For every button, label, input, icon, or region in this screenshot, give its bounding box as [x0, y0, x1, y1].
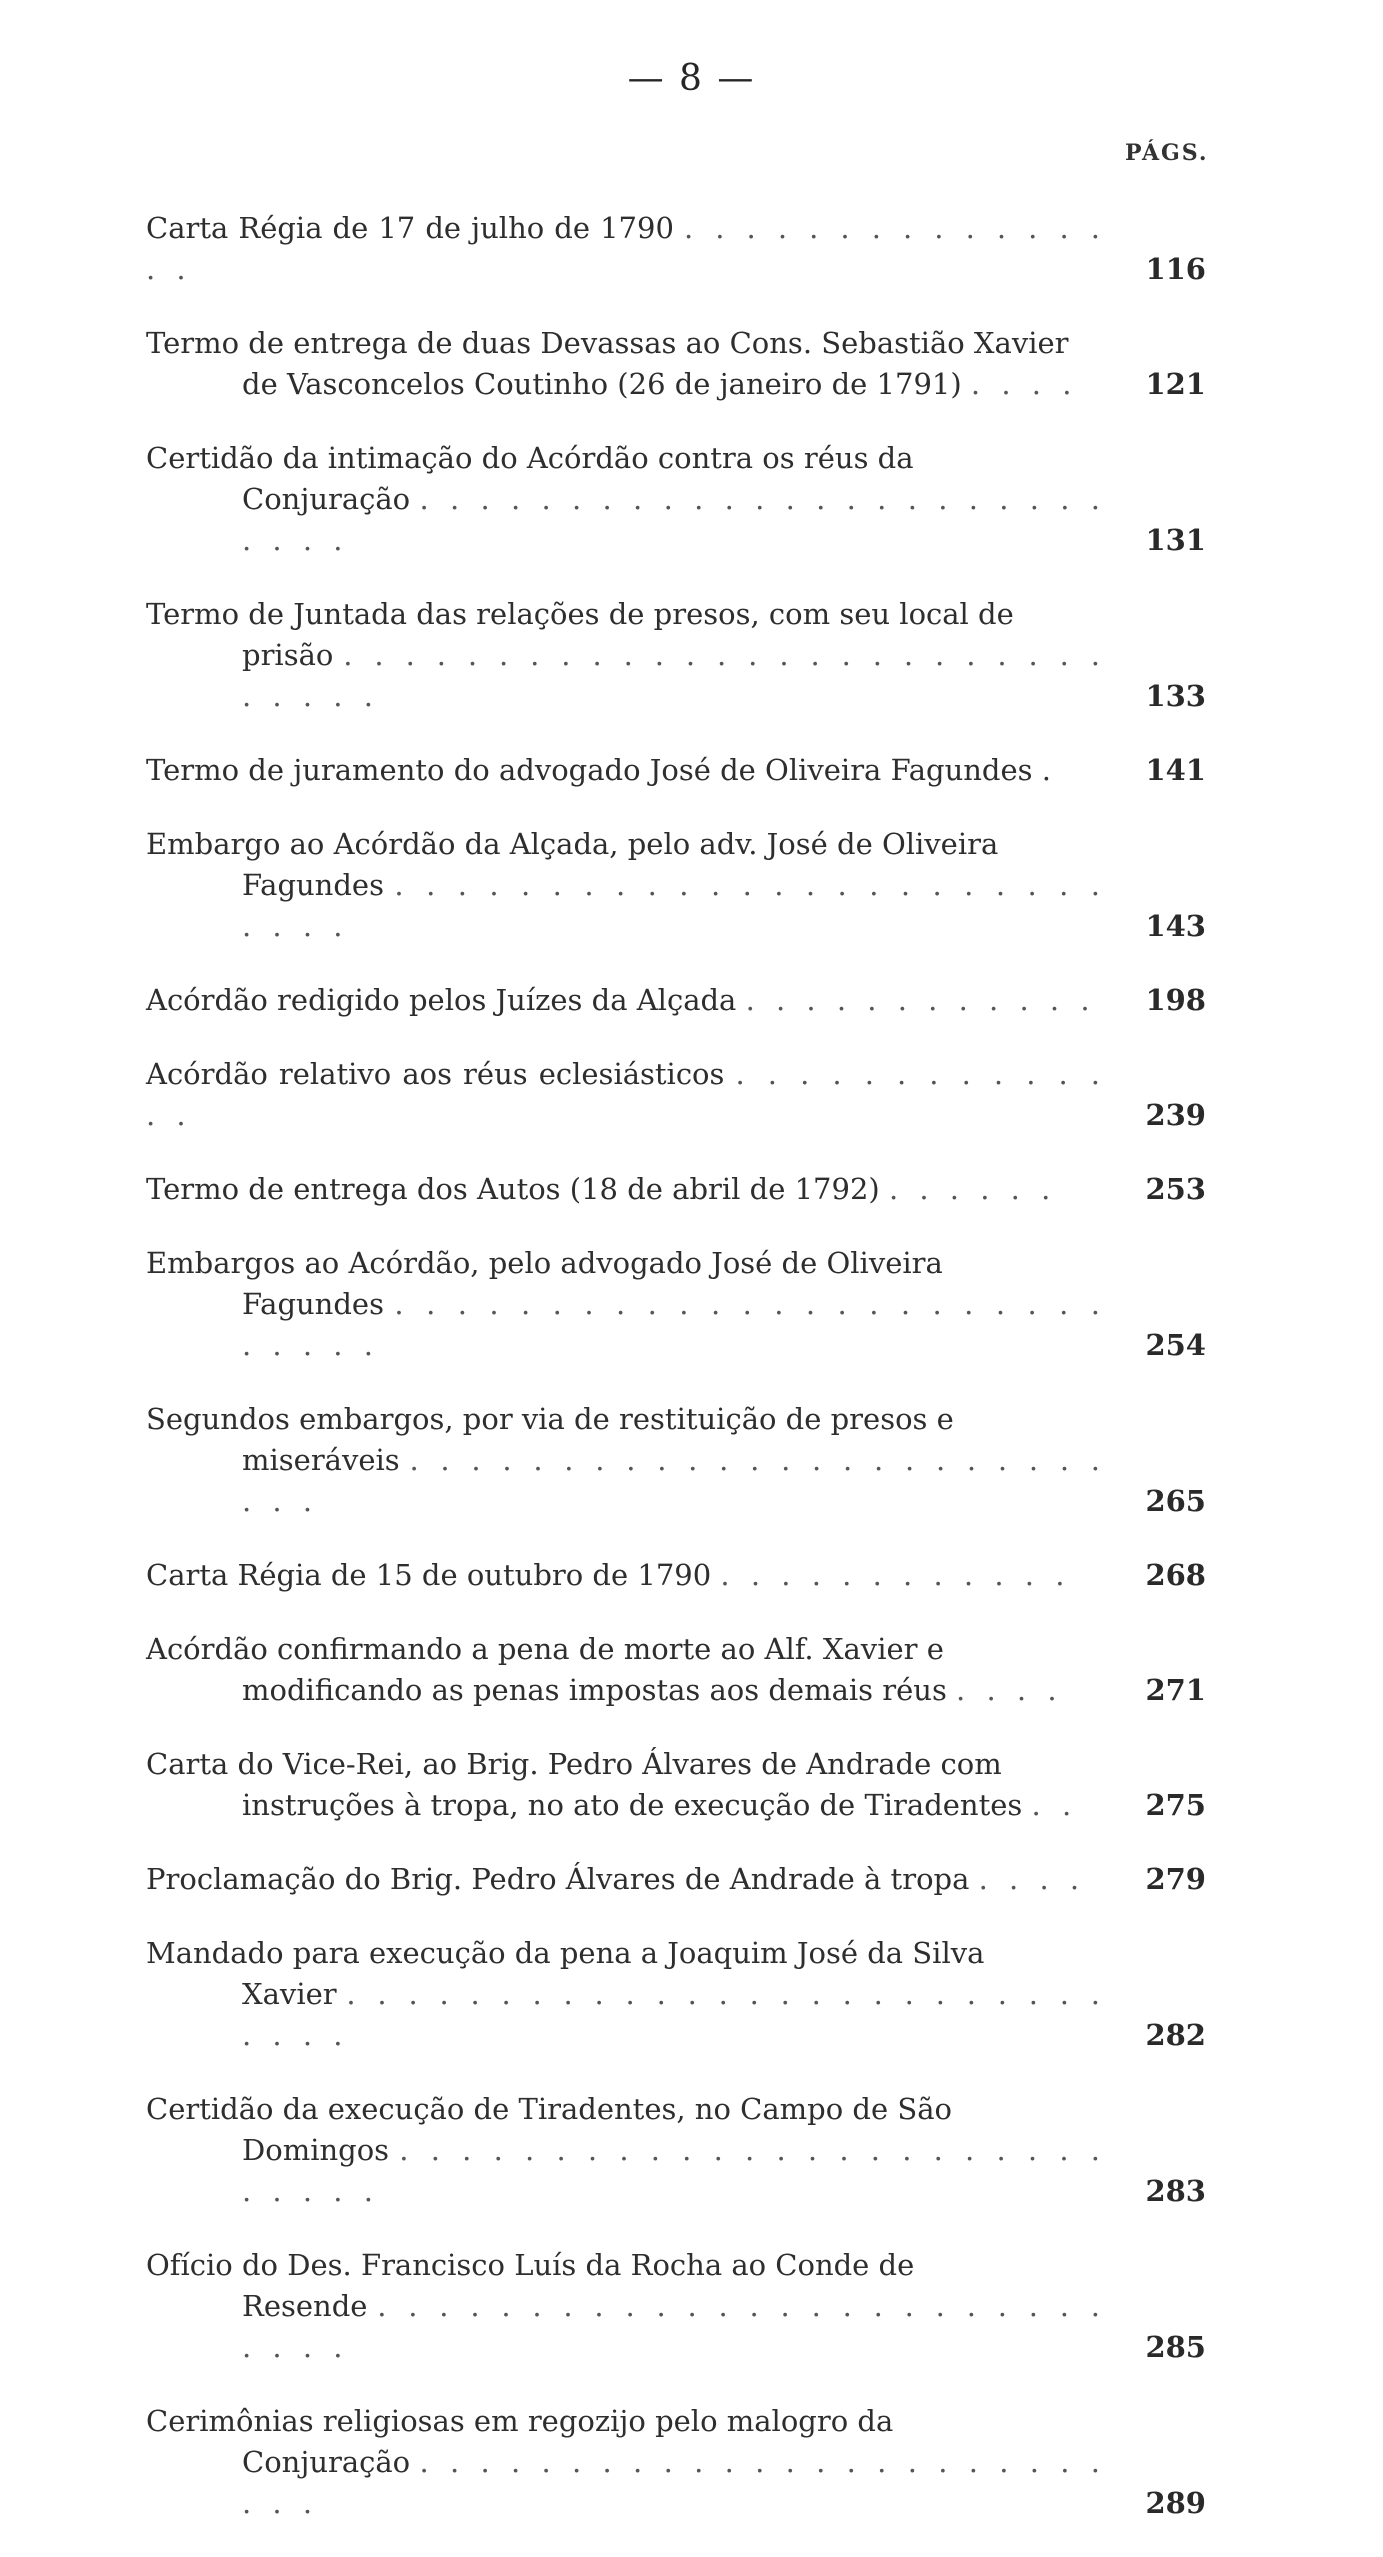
toc-entry-page: 121: [1145, 367, 1206, 401]
toc-entry: [146, 323, 1226, 405]
toc-entry-line-continued: Resende: [242, 2289, 368, 2323]
toc-entry-line: Termo de juramento do advogado José de Oliveira Fagundes .: [146, 753, 1051, 787]
pages-column-label: PÁGS.: [1125, 140, 1209, 166]
toc-entry-title: [146, 1744, 1106, 1826]
toc-entry-line: Carta Régia de 15 de outubro de 1790: [146, 1558, 712, 1592]
toc-entry-title: [146, 1859, 1106, 1900]
dot-leader: . . . . . .: [888, 1172, 1057, 1206]
toc-entry-page: 116: [1145, 252, 1206, 286]
toc-entry-title: [146, 323, 1106, 405]
toc-entry-title: [146, 1933, 1106, 2056]
toc-entry-page: 275: [1145, 1788, 1206, 1822]
toc-entry-line: Proclamação do Brig. Pedro Álvares de Andrade à tropa: [146, 1862, 970, 1896]
dot-leader: . . . .: [970, 367, 1078, 401]
toc-entry: [146, 2245, 1226, 2368]
toc-entry-line: Ofício do Des. Francisco Luís da Rocha ao Conde de: [146, 2248, 915, 2282]
toc-entry-line-continued: Conjuração: [242, 2445, 411, 2479]
toc-entry-line-continued: miseráveis: [242, 1443, 400, 1477]
toc-entry: [146, 2089, 1226, 2212]
toc-entry-line-continued: Conjuração: [242, 482, 411, 516]
toc-entry-line: Certidão da execução de Tiradentes, no Campo de São: [146, 2092, 952, 2126]
toc-entry: [146, 1399, 1226, 1522]
dot-leader: . . . . . . . . . . . . . . . . . . . . . . . . . . .: [242, 482, 1107, 557]
toc-entry-title: [146, 2089, 1106, 2212]
toc-entry: [146, 750, 1226, 791]
toc-entry-line: Certidão da intimação do Acórdão contra os réus da: [146, 441, 914, 475]
toc-entry-line: Acórdão relativo aos réus eclesiásticos: [146, 1057, 725, 1091]
toc-entry-title: [146, 2245, 1106, 2368]
toc-entry-title: [146, 438, 1106, 561]
toc-entry-line-continued: prisão: [242, 638, 334, 672]
toc-entry-title: [146, 208, 1106, 290]
toc-entry-title: [146, 1243, 1106, 1366]
toc-entry: [146, 1859, 1226, 1900]
toc-entry-title: [146, 750, 1106, 791]
dot-leader: . .: [1031, 1788, 1078, 1822]
toc-entry: [146, 1243, 1226, 1366]
toc-entry-title: [146, 1169, 1106, 1210]
dot-leader: . . . . . . . . . . . . . . . . . . . . . . . . . .: [242, 2445, 1107, 2520]
toc-entry: [146, 594, 1226, 717]
page-number: — 8 —: [627, 58, 756, 99]
toc-entry: [146, 1555, 1226, 1596]
toc-entry-page: 143: [1145, 909, 1206, 943]
toc-entry: [146, 1744, 1226, 1826]
toc-entry-page: 131: [1145, 523, 1206, 557]
toc-entry-line: Cerimônias religiosas em regozijo pelo malogro da: [146, 2404, 894, 2438]
toc-entry-title: [146, 1555, 1106, 1596]
toc-entry-page: 282: [1145, 2018, 1206, 2052]
toc-entry: [146, 2401, 1226, 2524]
toc-entry: [146, 1629, 1226, 1711]
toc-entry-line-continued: Domingos: [242, 2133, 390, 2167]
dot-leader: . . . . . . . . . . . .: [745, 983, 1096, 1017]
toc-entry-line: Termo de entrega de duas Devassas ao Cons. Sebastião Xavier: [146, 326, 1069, 360]
toc-entry-page: 265: [1145, 1484, 1206, 1518]
toc-entry-line-continued: de Vasconcelos Coutinho (26 de janeiro de 1791): [242, 367, 962, 401]
toc-entry-line-continued: Fagundes: [242, 1287, 384, 1321]
toc-entry: [146, 1054, 1226, 1136]
toc-entry-title: [146, 1629, 1106, 1711]
toc-entry: [146, 824, 1226, 947]
dot-leader: . . . . . . . . . . . . . . . . . . . . . . . . . . . .: [242, 2133, 1106, 2208]
toc-entry-line: Carta do Vice-Rei, ao Brig. Pedro Álvares de Andrade com: [146, 1747, 1002, 1781]
toc-entry-line-continued: Fagundes: [242, 868, 384, 902]
toc-entry-page: 198: [1145, 983, 1206, 1017]
toc-entry-page: 271: [1145, 1673, 1206, 1707]
toc-entry-title: [146, 2401, 1106, 2524]
toc-entry-page: 279: [1145, 1862, 1206, 1896]
toc-entry-title: [146, 980, 1106, 1021]
dot-leader: . . . . . . . . . . . . . . . . . . . . . . . . . .: [242, 1443, 1107, 1518]
dot-leader: . . . . . . . . . . . . . . . . . . . . . . . . . . . .: [242, 1287, 1106, 1362]
dot-leader: . . . . . . . . . . . .: [720, 1558, 1071, 1592]
toc-entry: [146, 438, 1226, 561]
toc-entry-title: [146, 824, 1106, 947]
toc-entry-page: 133: [1145, 679, 1206, 713]
toc-entry-page: 268: [1145, 1558, 1206, 1592]
toc-entry-line: Embargo ao Acórdão da Alçada, pelo adv. José de Oliveira: [146, 827, 999, 861]
toc-entry-page: 141: [1145, 753, 1206, 787]
toc-entry-line: Mandado para execução da pena a Joaquim José da Silva: [146, 1936, 985, 1970]
table-of-contents: [146, 208, 1226, 2557]
toc-entry-title: [146, 1054, 1106, 1136]
dot-leader: . . . . . . . . . . . . . . . . . . . . . . . . . . .: [242, 868, 1106, 943]
toc-entry-line-continued: instruções à tropa, no ato de execução de Tiradentes: [242, 1788, 1023, 1822]
toc-entry-line: Acórdão redigido pelos Juízes da Alçada: [146, 983, 737, 1017]
dot-leader: . . . . . . . . . . . . . . . .: [146, 211, 1106, 286]
toc-entry-page: 289: [1145, 2486, 1206, 2520]
dot-leader: . . . . . . . . . . . . . . . . . . . . . . . . . . . .: [242, 2289, 1107, 2364]
dot-leader: . . . .: [956, 1673, 1063, 1707]
dot-leader: . . . .: [978, 1862, 1086, 1896]
toc-entry-line: Termo de entrega dos Autos (18 de abril de 1792): [146, 1172, 880, 1206]
toc-entry: [146, 1933, 1226, 2056]
toc-entry-title: [146, 594, 1106, 717]
toc-entry: [146, 1169, 1226, 1210]
toc-entry-title: [146, 1399, 1106, 1522]
toc-entry-line-continued: Xavier: [242, 1977, 337, 2011]
toc-entry: [146, 980, 1226, 1021]
toc-entry-line: Acórdão confirmando a pena de morte ao Alf. Xavier e: [146, 1632, 944, 1666]
dot-leader: . . . . . . . . . . . . . .: [146, 1057, 1107, 1132]
toc-entry-line: Embargos ao Acórdão, pelo advogado José de Oliveira: [146, 1246, 943, 1280]
toc-entry-page: 253: [1145, 1172, 1206, 1206]
toc-entry-page: 285: [1145, 2330, 1206, 2364]
toc-entry-line-continued: modificando as penas impostas aos demais réus: [242, 1673, 947, 1707]
toc-entry-line: Termo de Juntada das relações de presos, com seu local de: [146, 597, 1014, 631]
toc-entry-line: Segundos embargos, por via de restituição de presos e: [146, 1402, 954, 1436]
dot-leader: . . . . . . . . . . . . . . . . . . . . . . . . . . . . .: [242, 1977, 1106, 2052]
toc-entry: [146, 208, 1226, 290]
toc-entry-page: 254: [1145, 1328, 1206, 1362]
toc-entry-page: 239: [1145, 1098, 1206, 1132]
toc-entry-line: Carta Régia de 17 de julho de 1790: [146, 211, 674, 245]
dot-leader: . . . . . . . . . . . . . . . . . . . . . . . . . . . . . .: [242, 638, 1107, 713]
toc-entry-page: 283: [1145, 2174, 1206, 2208]
